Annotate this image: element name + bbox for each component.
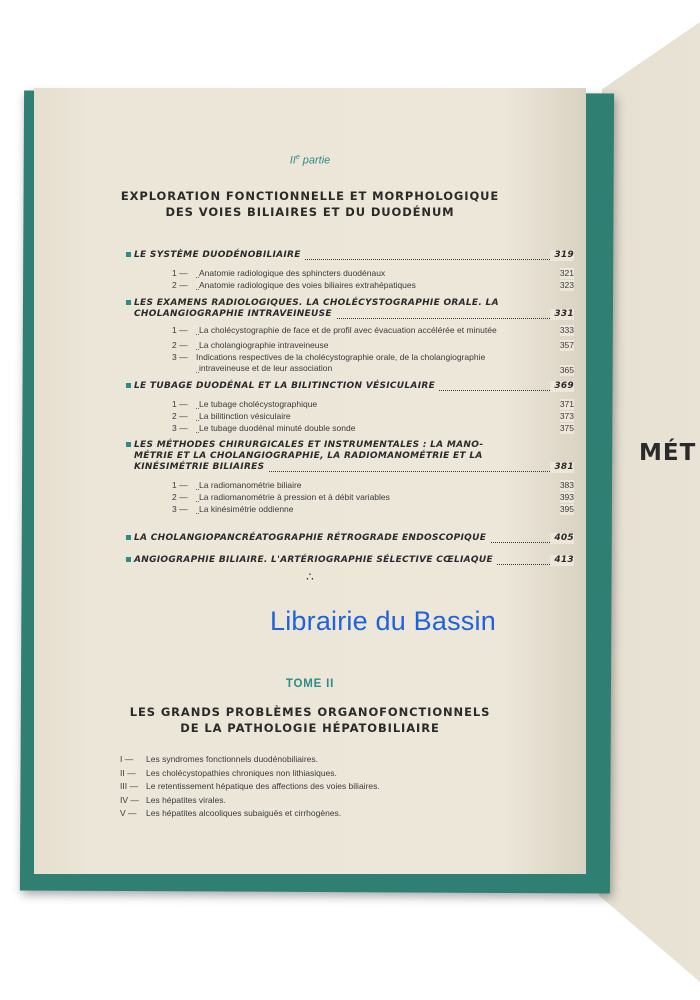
toc-subentry-number: 2 — bbox=[172, 411, 188, 421]
toc-subentry-line-text: La cholécystographie de face et de profil avec évacuation accélérée et minutée bbox=[199, 325, 500, 335]
toc-entry-page: 319 bbox=[550, 250, 574, 261]
toc-subentry-number: 2 — bbox=[172, 280, 188, 290]
toc-subentry[interactable] bbox=[172, 492, 574, 503]
volume-title: Le retentissement hépatique des affections des voies biliaires. bbox=[146, 781, 380, 791]
toc-subentry-line bbox=[196, 340, 546, 351]
volume-number: I — bbox=[120, 754, 134, 764]
toc-subentry-number: 2 — bbox=[172, 340, 188, 350]
volume-number: V — bbox=[120, 808, 137, 818]
toc-entry-title-line bbox=[134, 309, 574, 320]
toc-subentry[interactable] bbox=[172, 480, 574, 491]
volume-number: II — bbox=[120, 767, 136, 778]
toc-subentry-line-text: La radiomanométrie biliaire bbox=[199, 480, 305, 490]
toc-subentry-number: 1 — bbox=[172, 399, 188, 409]
volume-item bbox=[120, 781, 520, 791]
toc-subentry-line-text: Anatomie radiologique des voies biliaires extrahépatiques bbox=[199, 280, 419, 290]
toc-subentry-text bbox=[196, 280, 546, 291]
toc-subentry-line-text: Indications respectives de la cholécystographie orale, de la cholangiographie bbox=[196, 352, 488, 362]
toc-subentry-number: 2 — bbox=[172, 492, 188, 502]
toc-subentry[interactable] bbox=[172, 399, 574, 410]
toc-subentry-page: 393 bbox=[559, 492, 574, 502]
toc-subentry-text bbox=[196, 352, 546, 374]
toc-subentry[interactable] bbox=[172, 352, 574, 374]
toc-entry-title-line bbox=[134, 381, 574, 392]
toc-subentry-line bbox=[196, 352, 546, 363]
part-heading bbox=[34, 188, 586, 220]
square-bullet-icon bbox=[126, 557, 131, 562]
toc-subentry[interactable] bbox=[172, 340, 574, 351]
toc-subentry-page: 365 bbox=[559, 365, 574, 375]
toc-subentry-page: 395 bbox=[559, 504, 574, 514]
toc-subentry[interactable] bbox=[172, 411, 574, 422]
toc-subentry-line bbox=[196, 504, 546, 515]
toc-subentry-page: 373 bbox=[559, 411, 574, 421]
toc-entry-title-line bbox=[134, 555, 574, 566]
square-bullet-icon bbox=[126, 383, 131, 388]
toc-entry-title-line: LES EXAMENS RADIOLOGIQUES. LA CHOLÉCYSTOGRAPHIE ORALE. LA bbox=[134, 298, 499, 308]
volume-number: IV — bbox=[120, 794, 139, 805]
toc-subentry-line-text: La bilitinction vésiculaire bbox=[199, 411, 294, 421]
toc-subentry-line bbox=[196, 480, 546, 491]
toc-entry-title: LA CHOLANGIOPANCRÉATOGRAPHIE RÉTROGRADE ENDOSCOPIQUE bbox=[134, 533, 490, 543]
square-bullet-icon bbox=[126, 442, 131, 447]
toc-subentry-number: 1 — bbox=[172, 268, 188, 278]
volume-item bbox=[120, 795, 520, 805]
volume-item bbox=[120, 808, 520, 818]
toc-subentry[interactable] bbox=[172, 504, 574, 515]
toc-subentry-line-text: La radiomanométrie à pression et à débit variables bbox=[199, 492, 393, 502]
square-bullet-icon bbox=[126, 252, 131, 257]
toc-entry-title-line: LES MÉTHODES CHIRURGICALES ET INSTRUMENTALES : LA MANO- bbox=[134, 440, 484, 450]
toc-subentry-number: 1 — bbox=[172, 480, 188, 490]
toc-subentry-line bbox=[196, 325, 546, 336]
toc-entry-title-line bbox=[134, 462, 574, 473]
facing-page-text: MÉT bbox=[639, 440, 697, 466]
toc-subentry-text bbox=[196, 411, 546, 422]
toc-subentry-line bbox=[196, 423, 546, 434]
toc-subentry-number: 3 — bbox=[172, 504, 188, 514]
toc-subentry-line bbox=[196, 363, 546, 374]
toc-entry-title-line: MÉTRIE ET LA CHOLANGIOGRAPHIE, LA RADIOMANOMÉTRIE ET LA bbox=[134, 451, 483, 461]
toc-subentry-number: 3 — bbox=[172, 352, 188, 362]
volume-item bbox=[120, 754, 520, 764]
volume-title: Les syndromes fonctionnels duodénobiliaires. bbox=[146, 754, 318, 764]
toc-subentry[interactable] bbox=[172, 268, 574, 279]
volume-item bbox=[120, 768, 520, 778]
tome-heading bbox=[34, 704, 586, 736]
toc-subentry-line-text: Le tubage cholécystographique bbox=[199, 399, 320, 409]
part-heading-line1: EXPLORATION FONCTIONNELLE ET MORPHOLOGIQUE bbox=[120, 189, 500, 203]
tome-heading-line2: DE LA PATHOLOGIE HÉPATOBILIAIRE bbox=[180, 721, 440, 735]
volume-title: Les cholécystopathies chroniques non lithiasiques. bbox=[146, 767, 337, 778]
toc-subentry[interactable] bbox=[172, 423, 574, 434]
toc-entry-page: 369 bbox=[550, 381, 574, 392]
toc-subentry-text bbox=[196, 340, 546, 351]
toc-subentry-number: 3 — bbox=[172, 423, 188, 433]
toc-entry-title: LE SYSTÈME DUODÉNOBILIAIRE bbox=[134, 250, 305, 260]
toc-subentry-line bbox=[196, 268, 546, 279]
toc-entry-page: 413 bbox=[550, 555, 574, 566]
toc-subentry-page: 383 bbox=[559, 480, 574, 490]
toc-entry[interactable] bbox=[134, 298, 574, 320]
volume-title: Les hépatites alcooliques subaiguës et cirrhogènes. bbox=[146, 808, 342, 818]
toc-entry[interactable] bbox=[134, 440, 574, 473]
toc-entry-title: ANGIOGRAPHIE BILIAIRE. L'ARTÉRIOGRAPHIE SÉLECTIVE CŒLIAQUE bbox=[134, 555, 497, 565]
watermark: Librairie du Bassin bbox=[270, 606, 496, 636]
toc-subentry-line bbox=[196, 411, 546, 422]
volume-number: III — bbox=[120, 781, 138, 791]
toc-subentry[interactable] bbox=[172, 280, 574, 291]
toc-entry-page: 381 bbox=[550, 462, 574, 473]
toc-subentry-page: 323 bbox=[559, 280, 574, 290]
toc-subentry-page: 371 bbox=[559, 399, 574, 409]
section-sup: e bbox=[295, 154, 300, 161]
toc-subentry-text bbox=[196, 399, 546, 410]
toc-entry[interactable] bbox=[134, 533, 574, 544]
toc-entry-title: KINÉSIMÉTRIE BILIAIRES bbox=[134, 462, 268, 472]
toc-subentry-line-text: La kinésimétrie oddienne bbox=[199, 504, 297, 514]
toc-entry-title: LE TUBAGE DUODÉNAL ET LA BILITINCTION VÉSICULAIRE bbox=[134, 381, 439, 391]
tome-label: TOME II bbox=[285, 678, 335, 690]
tome-heading-line1: LES GRANDS PROBLÈMES ORGANOFONCTIONNELS bbox=[129, 705, 491, 719]
toc-entry[interactable] bbox=[134, 381, 574, 392]
section-word: partie bbox=[302, 154, 331, 167]
part-heading-line2: DES VOIES BILIAIRES ET DU DUODÉNUM bbox=[165, 205, 455, 219]
square-bullet-icon bbox=[126, 300, 131, 305]
toc-subentry-page: 375 bbox=[559, 423, 574, 433]
separator-mark: ∴ bbox=[306, 570, 314, 584]
toc-subentry-text bbox=[196, 480, 546, 491]
toc-entry-title: CHOLANGIOGRAPHIE INTRAVEINEUSE bbox=[134, 309, 336, 319]
square-bullet-icon bbox=[126, 535, 131, 540]
toc-subentry[interactable] bbox=[172, 325, 574, 336]
toc-subentry-line-text: Anatomie radiologique des sphincters duodénaux bbox=[199, 268, 388, 278]
toc-entry[interactable] bbox=[134, 250, 574, 261]
toc-subentry-text bbox=[196, 504, 546, 515]
toc-subentry-text bbox=[196, 492, 546, 503]
book-page bbox=[34, 88, 586, 874]
toc-subentry-line-text: Le tubage duodénal minuté double sonde bbox=[199, 423, 358, 433]
toc-subentry-line bbox=[196, 492, 546, 503]
toc-entry-page: 405 bbox=[550, 533, 574, 544]
toc-entry[interactable] bbox=[134, 555, 574, 566]
section-roman: II bbox=[289, 154, 296, 167]
volume-title: Les hépatites virales. bbox=[146, 794, 226, 805]
section-label bbox=[34, 154, 586, 167]
toc-subentry-page: 357 bbox=[559, 340, 574, 350]
toc-entry-page: 331 bbox=[550, 309, 574, 320]
toc-subentry-page: 333 bbox=[559, 325, 574, 335]
toc-subentry-text bbox=[196, 268, 546, 279]
toc-subentry-text bbox=[196, 423, 546, 434]
toc-entry-title-line bbox=[134, 533, 574, 544]
toc-subentry-text bbox=[196, 325, 546, 336]
toc-subentry-line-text: intraveineuse et de leur association bbox=[199, 363, 335, 373]
toc-subentry-line bbox=[196, 280, 546, 291]
toc-entry-title-line bbox=[134, 250, 574, 261]
toc-subentry-page: 321 bbox=[559, 268, 574, 278]
toc-subentry-line bbox=[196, 399, 546, 410]
toc-subentry-line-text: La cholangiographie intraveineuse bbox=[199, 340, 331, 350]
toc-subentry-number: 1 — bbox=[172, 325, 188, 335]
